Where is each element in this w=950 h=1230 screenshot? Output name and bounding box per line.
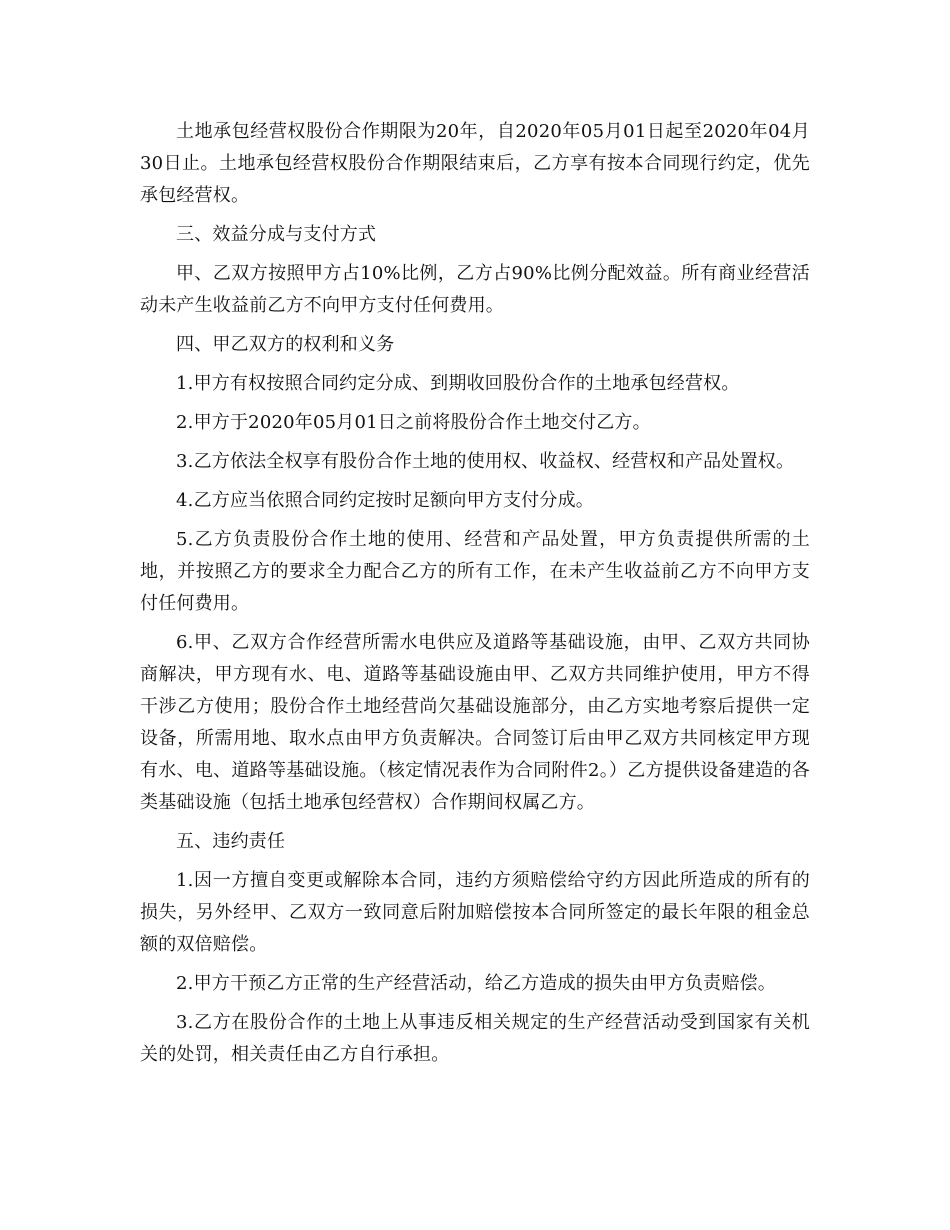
section-heading-liability: 五、违约责任 (176, 831, 286, 852)
paragraph-benefit-ratio: 甲、乙双方按照甲方占10%比例，乙方占90%比例分配效益。所有商业经营活动未产生收益前乙方不向甲方支付任何费用。 (140, 263, 810, 316)
clause-rights-5: 5.乙方负责股份合作土地的使用、经营和产品处置，甲方负责提供所需的土地，并按照乙方的要求全力配合乙方的所有工作，在未产生收益前乙方不向甲方支付任何费用。 (140, 529, 810, 614)
clause-rights-4: 4.乙方应当依照合同约定按时足额向甲方支付分成。 (176, 490, 594, 511)
document-body (140, 116, 810, 1078)
paragraph-term-period: 土地承包经营权股份合作期限为20年，自2020年05月01日起至2020年04月30日止。土地承包经营权股份合作期限结束后，乙方享有按本合同现行约定，优先承包经营权。 (140, 121, 810, 206)
clause-rights-6: 6.甲、乙双方合作经营所需水电供应及道路等基础设施，由甲、乙双方共同协商解决，甲方现有水、电、道路等基础设施由甲、乙双方共同维护使用，甲方不得干涉乙方使用；股份合作土地经营尚欠基础设施部分，由乙方实地考察后提供一定设备，所需用地、取水点由甲方负责解决。合同签订后由甲乙双方共同核定甲方现有水、电、道路等基础设施。（核定情况表作为合同附件2。）乙方提供设备建造的各类基础设施（包括土地承包经营权）合作期间权属乙方。 (140, 632, 810, 813)
clause-liability-1: 1.因一方擅自变更或解除本合同，违约方须赔偿给守约方因此所造成的所有的损失，另外经甲、乙双方一致同意后附加赔偿按本合同所签定的最长年限的租金总额的双倍赔偿。 (140, 870, 810, 955)
clause-rights-1: 1.甲方有权按照合同约定分成、到期收回股份合作的土地承包经营权。 (176, 373, 740, 394)
clause-rights-3: 3.乙方依法全权享有股份合作土地的使用权、收益权、经营权和产品处置权。 (176, 451, 795, 472)
section-heading-benefit-sharing: 三、效益分成与支付方式 (176, 224, 377, 245)
section-heading-rights-obligations: 四、甲乙双方的权利和义务 (176, 334, 395, 355)
clause-rights-2: 2.甲方于2020年05月01日之前将股份合作土地交付乙方。 (176, 412, 651, 433)
clause-liability-2: 2.甲方干预乙方正常的生产经营活动，给乙方造成的损失由甲方负责赔偿。 (176, 973, 776, 994)
clause-liability-3: 3.乙方在股份合作的土地上从事违反相关规定的生产经营活动受到国家有关机关的处罚，相关责任由乙方自行承担。 (140, 1012, 810, 1065)
